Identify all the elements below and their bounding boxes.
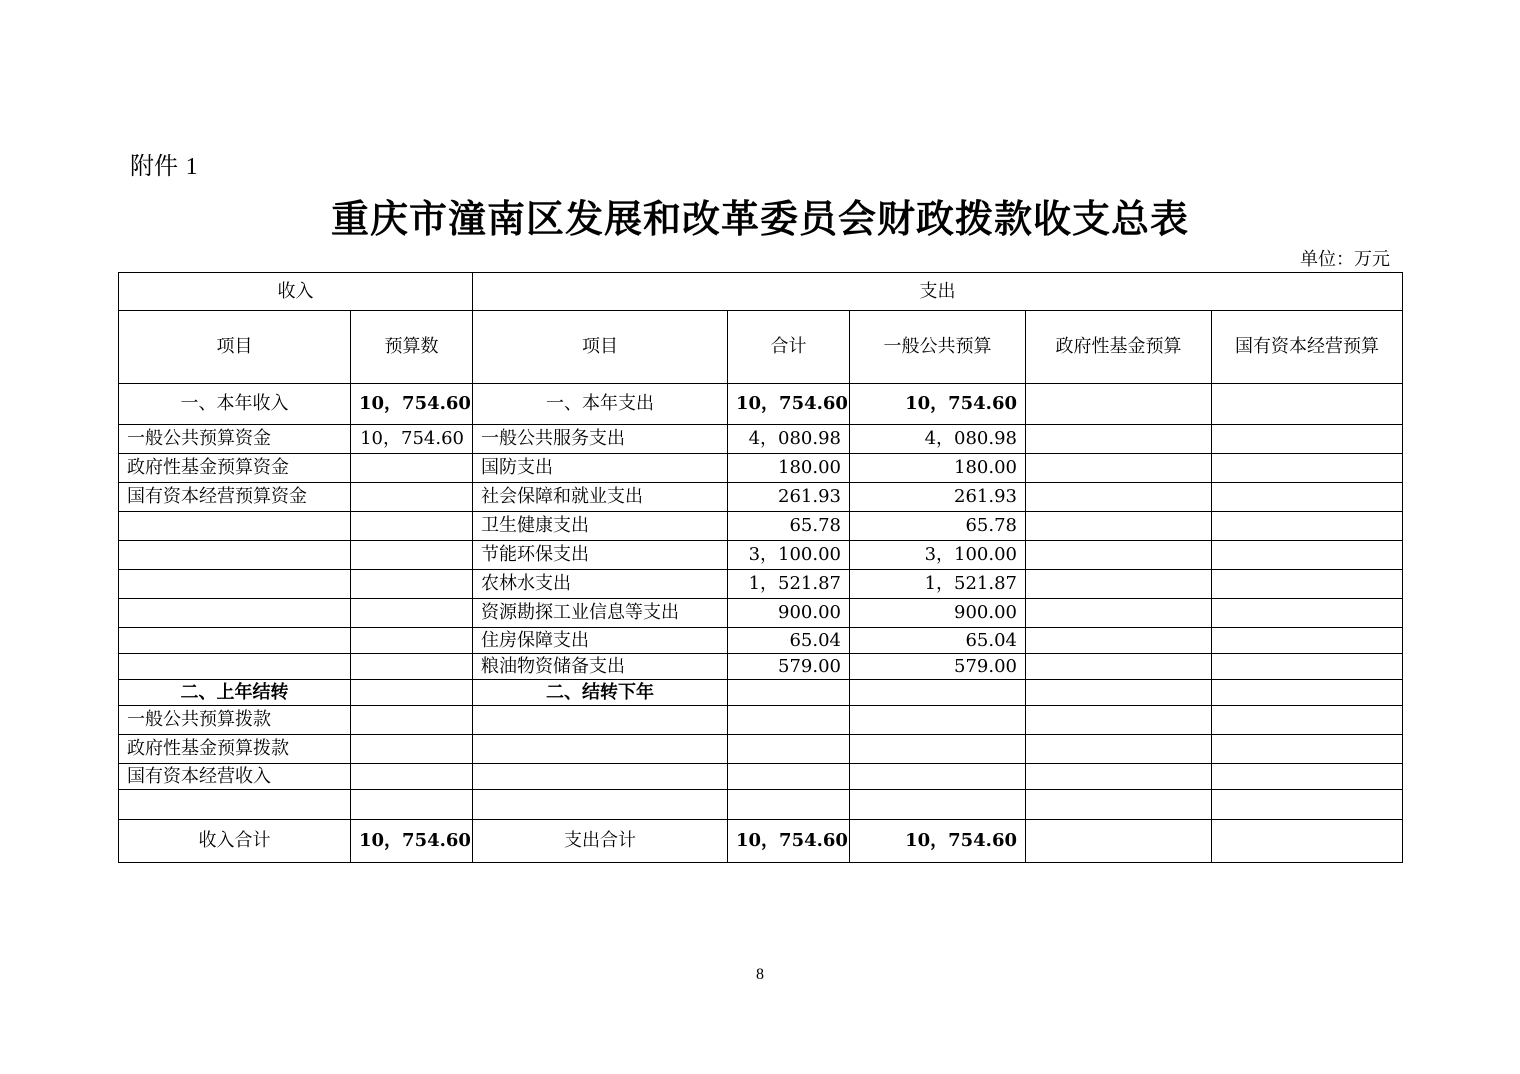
expense-item: 粮油物资储备支出: [473, 654, 728, 680]
table-row: [119, 512, 1403, 541]
empty-cell: [1026, 764, 1212, 790]
empty-cell: [1212, 706, 1403, 735]
expense-general: 1，521.87: [850, 570, 1026, 599]
empty-cell: [473, 706, 728, 735]
empty-cell: [728, 735, 850, 764]
expense-item: 节能环保支出: [473, 541, 728, 570]
empty-cell: [1026, 790, 1212, 820]
current-income-value: 10，754.60: [351, 384, 473, 425]
expense-total: 65.04: [728, 628, 850, 654]
empty-cell: [728, 764, 850, 790]
expense-general: 4，080.98: [850, 425, 1026, 454]
current-year-row: [119, 384, 1403, 425]
income-value: [351, 454, 473, 483]
current-expense-total: 10，754.60: [728, 384, 850, 425]
gov-fund-header: 政府性基金预算: [1026, 311, 1212, 384]
expense-general: 3，100.00: [850, 541, 1026, 570]
empty-cell: [1026, 680, 1212, 706]
carry-income-item: 政府性基金预算拨款: [119, 735, 351, 764]
budget-summary-table: [118, 272, 1403, 863]
empty-cell: [1026, 483, 1212, 512]
expense-total-header: 合计: [728, 311, 850, 384]
expense-item: 卫生健康支出: [473, 512, 728, 541]
empty-cell: [1212, 599, 1403, 628]
income-budget-header: 预算数: [351, 311, 473, 384]
income-item: 国有资本经营预算资金: [119, 483, 351, 512]
expense-item-header: 项目: [473, 311, 728, 384]
totals-row: [119, 820, 1403, 863]
table-row: [119, 454, 1403, 483]
empty-cell: [1212, 483, 1403, 512]
table-row: [119, 599, 1403, 628]
income-value: [351, 654, 473, 680]
expense-general: 261.93: [850, 483, 1026, 512]
income-item: 一般公共预算资金: [119, 425, 351, 454]
empty-cell: [351, 680, 473, 706]
expense-header: 支出: [473, 273, 1403, 311]
empty-cell: [1212, 570, 1403, 599]
carryover-row: [119, 680, 1403, 706]
empty-cell: [1026, 541, 1212, 570]
empty-cell: [1026, 654, 1212, 680]
table-row: [119, 764, 1403, 790]
blank-row: [119, 790, 1403, 820]
empty-cell: [1026, 570, 1212, 599]
expense-item: 资源勘探工业信息等支出: [473, 599, 728, 628]
expense-total: 261.93: [728, 483, 850, 512]
empty-cell: [1212, 790, 1403, 820]
income-item: 政府性基金预算资金: [119, 454, 351, 483]
income-value: [351, 483, 473, 512]
total-expense-general: 10，754.60: [850, 820, 1026, 863]
empty-cell: [1212, 680, 1403, 706]
empty-cell: [1212, 628, 1403, 654]
income-value: [351, 599, 473, 628]
table-row: [119, 570, 1403, 599]
empty-cell: [1026, 599, 1212, 628]
attachment-label: 附件 1: [130, 152, 198, 180]
expense-item: 国防支出: [473, 454, 728, 483]
empty-cell: [473, 735, 728, 764]
current-expense-label: 一、本年支出: [473, 384, 728, 425]
table-row: [119, 628, 1403, 654]
table-row: [119, 425, 1403, 454]
empty-cell: [850, 735, 1026, 764]
income-value: [351, 512, 473, 541]
expense-general: 65.78: [850, 512, 1026, 541]
income-item: [119, 599, 351, 628]
income-item-header: 项目: [119, 311, 351, 384]
total-income-value: 10，754.60: [351, 820, 473, 863]
unit-label: 单位：万元: [1300, 249, 1390, 270]
carry-income-item: 国有资本经营收入: [119, 764, 351, 790]
empty-cell: [728, 706, 850, 735]
empty-cell: [1212, 820, 1403, 863]
table-row: [119, 483, 1403, 512]
empty-cell: [1212, 512, 1403, 541]
table-row: [119, 654, 1403, 680]
empty-cell: [473, 764, 728, 790]
empty-cell: [850, 706, 1026, 735]
expense-general: 65.04: [850, 628, 1026, 654]
empty-cell: [1026, 512, 1212, 541]
income-item: [119, 654, 351, 680]
header-row-2: [119, 311, 1403, 384]
empty-cell: [119, 790, 351, 820]
income-value: [351, 628, 473, 654]
expense-total: 1，521.87: [728, 570, 850, 599]
empty-cell: [351, 790, 473, 820]
income-item: [119, 570, 351, 599]
expense-total: 180.00: [728, 454, 850, 483]
empty-cell: [850, 680, 1026, 706]
header-row-1: [119, 273, 1403, 311]
expense-item: 一般公共服务支出: [473, 425, 728, 454]
expense-total: 4，080.98: [728, 425, 850, 454]
expense-total: 900.00: [728, 599, 850, 628]
income-item: [119, 628, 351, 654]
table-row: [119, 706, 1403, 735]
empty-cell: [1212, 454, 1403, 483]
expense-total: 579.00: [728, 654, 850, 680]
empty-cell: [351, 706, 473, 735]
table-row: [119, 735, 1403, 764]
empty-cell: [1212, 764, 1403, 790]
empty-cell: [473, 790, 728, 820]
carry-income-item: 一般公共预算拨款: [119, 706, 351, 735]
income-item: [119, 541, 351, 570]
empty-cell: [728, 680, 850, 706]
page-number: 8: [756, 966, 764, 983]
empty-cell: [1026, 735, 1212, 764]
empty-cell: [1212, 384, 1403, 425]
empty-cell: [1026, 425, 1212, 454]
empty-cell: [850, 790, 1026, 820]
total-expense-total: 10，754.60: [728, 820, 850, 863]
empty-cell: [1212, 541, 1403, 570]
income-value: [351, 570, 473, 599]
empty-cell: [1212, 735, 1403, 764]
empty-cell: [1026, 384, 1212, 425]
expense-total: 65.78: [728, 512, 850, 541]
carryover-expense-label: 二、结转下年: [473, 680, 728, 706]
expense-item: 社会保障和就业支出: [473, 483, 728, 512]
empty-cell: [1026, 454, 1212, 483]
state-capital-header: 国有资本经营预算: [1212, 311, 1403, 384]
page-title: 重庆市潼南区发展和改革委员会财政拨款收支总表: [330, 196, 1189, 241]
expense-general: 900.00: [850, 599, 1026, 628]
empty-cell: [728, 790, 850, 820]
general-budget-header: 一般公共预算: [850, 311, 1026, 384]
empty-cell: [351, 764, 473, 790]
empty-cell: [850, 764, 1026, 790]
income-item: [119, 512, 351, 541]
expense-item: 住房保障支出: [473, 628, 728, 654]
income-value: 10，754.60: [351, 425, 473, 454]
expense-general: 180.00: [850, 454, 1026, 483]
income-value: [351, 541, 473, 570]
empty-cell: [1026, 820, 1212, 863]
total-income-label: 收入合计: [119, 820, 351, 863]
total-expense-label: 支出合计: [473, 820, 728, 863]
empty-cell: [1212, 654, 1403, 680]
empty-cell: [351, 735, 473, 764]
income-header: 收入: [119, 273, 473, 311]
expense-general: 579.00: [850, 654, 1026, 680]
empty-cell: [1026, 706, 1212, 735]
expense-item: 农林水支出: [473, 570, 728, 599]
empty-cell: [1212, 425, 1403, 454]
current-income-label: 一、本年收入: [119, 384, 351, 425]
table-row: [119, 541, 1403, 570]
expense-total: 3，100.00: [728, 541, 850, 570]
carryover-income-label: 二、上年结转: [119, 680, 351, 706]
current-expense-general: 10，754.60: [850, 384, 1026, 425]
empty-cell: [1026, 628, 1212, 654]
